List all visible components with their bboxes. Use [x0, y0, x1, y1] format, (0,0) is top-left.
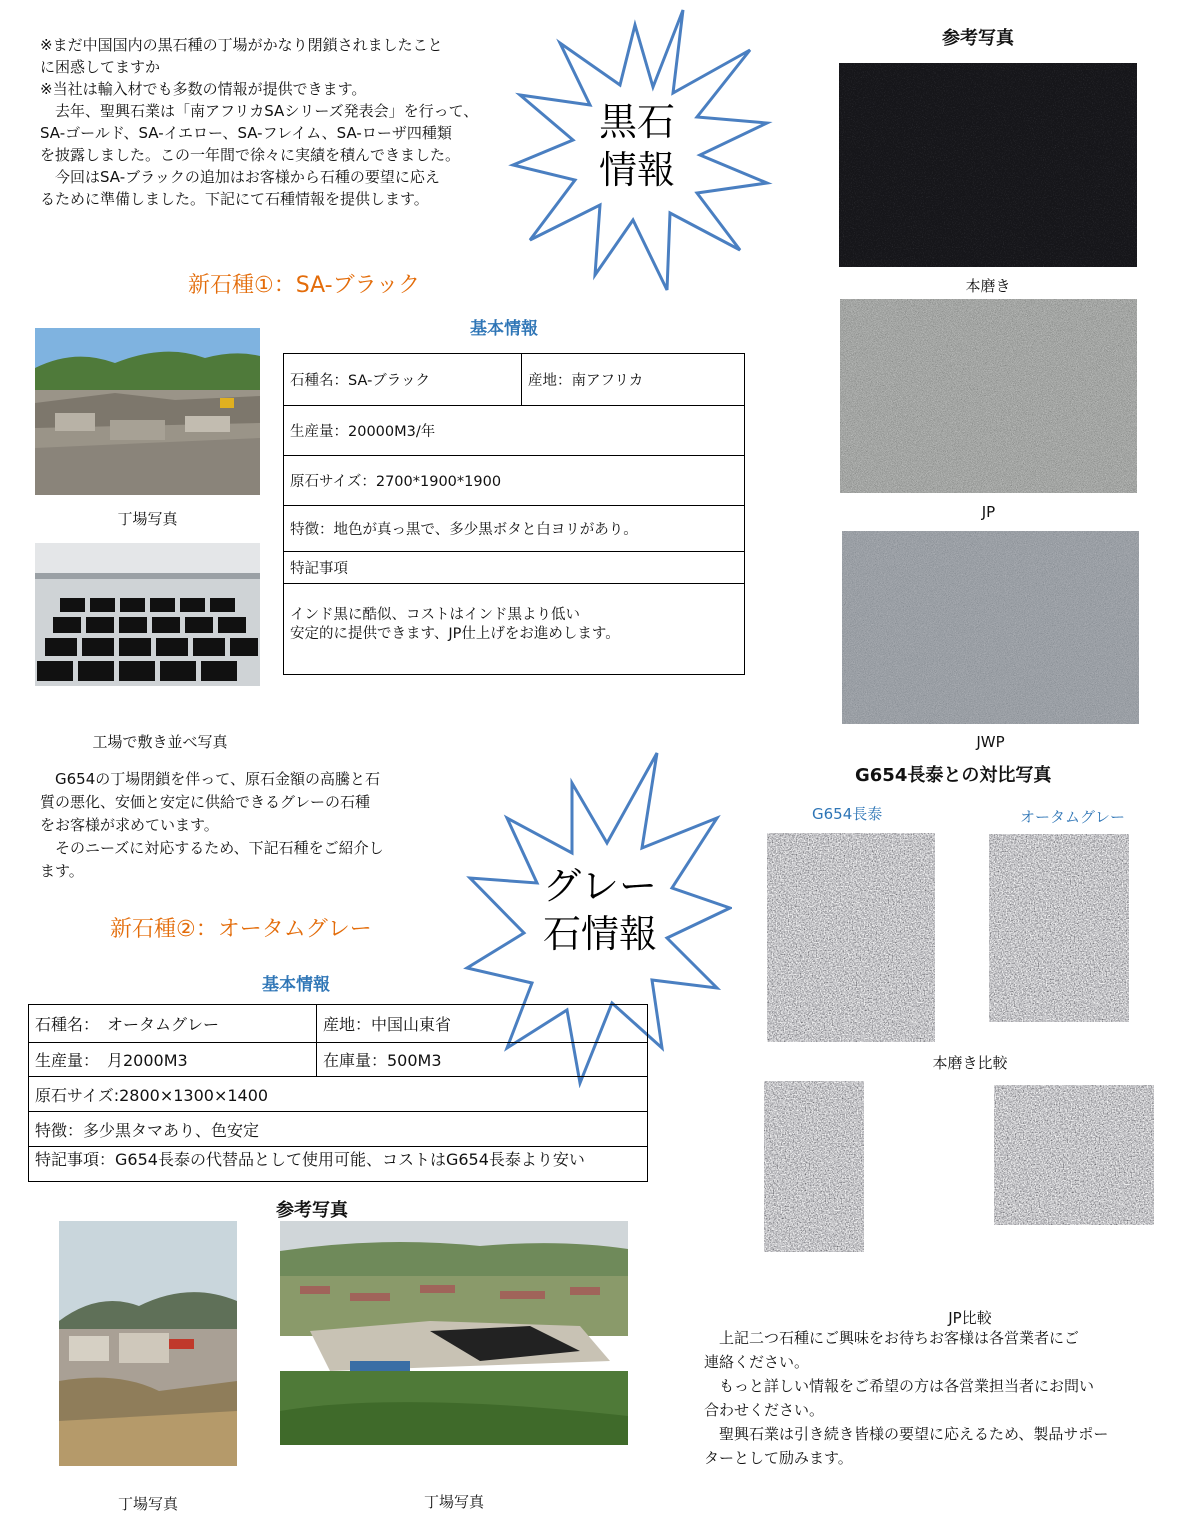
comparison-heading: G654長泰との対比写真 [855, 765, 1052, 786]
jwp-black-sample [842, 531, 1139, 724]
stone-name-cell: 石種名： オータムグレー [29, 1005, 317, 1042]
reference2-heading: 参考写真 [276, 1200, 348, 1221]
feature-cell: 特徴：多少黒タマあり、色安定 [35, 1120, 260, 1140]
g654-jp-sample [764, 1081, 944, 1292]
table-row [29, 1043, 647, 1077]
quarry-photo-left [59, 1221, 237, 1466]
factory-photo [35, 543, 260, 686]
table-row [284, 456, 744, 506]
quarry-right-caption: 丁場写真 [423, 1493, 484, 1511]
quarry-photo [35, 328, 260, 495]
intro-line: ※当社は輸入材でも多数の情報が提供できます。 [40, 80, 367, 98]
g654-polished-sample [767, 833, 935, 1042]
table-row [29, 1005, 647, 1043]
closing-line: ターとして励みます。 [704, 1449, 853, 1467]
starburst-black-label [577, 98, 697, 194]
origin-cell: 産地：中国山東省 [323, 1015, 452, 1034]
polished-black-sample [839, 63, 1137, 267]
gray-intro-paragraph [40, 768, 460, 883]
quarry-caption: 丁場写真 [117, 510, 178, 528]
jp-caption: JP [981, 503, 996, 521]
gray-intro-line: 質の悪化、安価と安定に供給できるグレーの石種 [40, 793, 371, 811]
closing-line: 聖興石業は引き続き皆様の要望に応えるため、製品サポー [704, 1425, 1109, 1443]
gray-intro-line: ます。 [40, 862, 84, 880]
notes-line: インド黒に酷似、コストはインド黒より低い [290, 607, 580, 623]
intro-line: るために準備しました。下記にて石種情報を提供します。 [40, 190, 429, 208]
table-row [29, 1112, 647, 1147]
star-text-line: 情報 [598, 148, 675, 192]
table-row [284, 354, 744, 406]
autumn-gray-jp-sample [994, 1085, 1174, 1295]
table-row [284, 406, 744, 456]
table-row [284, 584, 744, 644]
gray-intro-line: をお客様が求めています。 [40, 816, 219, 834]
table-row [29, 1147, 647, 1170]
polished-comparison-caption: 本磨き比較 [932, 1054, 1008, 1072]
production-cell: 生産量： 月2000M3 [29, 1043, 317, 1076]
section2-title: 新石種②：オータムグレー [110, 917, 372, 942]
jp-black-sample [840, 299, 1137, 493]
stock-cell: 在庫量：500M3 [323, 1051, 442, 1070]
polished-caption: 本磨き [965, 277, 1011, 295]
table-row [29, 1077, 647, 1112]
intro-line: ※まだ中国国内の黒石種の丁場がかなり閉鎖されましたこと [40, 36, 443, 54]
notes-label-cell: 特記事項 [290, 561, 348, 577]
starburst-gray-label [530, 862, 670, 958]
factory-caption: 工場で敷き並べ写真 [92, 733, 228, 751]
closing-line: 連絡ください。 [704, 1353, 810, 1371]
stone-name-cell: 石種名：SA-ブラック [284, 354, 522, 405]
jp-comparison-caption: JP比較 [948, 1309, 992, 1327]
closing-line: もっと詳しい情報をご希望の方は各営業担当者にお問い [704, 1377, 1095, 1395]
reference1-heading: 参考写真 [942, 28, 1014, 49]
closing-line: 上記二つ石種にご興味をお待ちお客様は各営業者にご [704, 1329, 1080, 1347]
gray-intro-line: G654の丁場閉鎖を伴って、原石金額の高騰と石 [40, 770, 380, 788]
quarry-photo-right [280, 1221, 628, 1445]
gray-intro-line: そのニーズに対応するため、下記石種をご紹介し [40, 839, 384, 857]
notes-cell: 特記事項：G654長泰の代替品として使用可能、コストはG654長泰より安い [35, 1150, 585, 1169]
star-text-line: グレー [542, 864, 657, 908]
production-cell: 生産量：20000M3/年 [290, 424, 436, 440]
jwp-caption: JWP [976, 733, 1005, 751]
block-size-cell: 原石サイズ：2700*1900*1900 [290, 474, 502, 490]
notes-line: 安定的に提供できます、JP仕上げをお進めします。 [290, 626, 620, 642]
star-text-line: 黒石 [598, 100, 675, 144]
intro-paragraph [40, 34, 510, 210]
intro-line: 去年、聖興石業は「南アフリカSAシリーズ発表会」を行って、 [40, 102, 479, 120]
closing-line: 合わせください。 [704, 1401, 825, 1419]
origin-cell: 産地：南アフリカ [528, 373, 644, 389]
feature-cell: 特徴：地色が真っ黒で、多少黒ボタと白ヨリがあり。 [290, 522, 638, 538]
block-size-cell: 原石サイズ:2800×1300×1400 [35, 1085, 269, 1105]
table-row [284, 506, 744, 552]
table-row [284, 552, 744, 584]
intro-line: に困惑してますか [40, 58, 161, 76]
section1-info-heading: 基本情報 [470, 319, 538, 339]
notes-cell [284, 584, 744, 644]
closing-paragraph [704, 1326, 1174, 1470]
quarry-left-caption: 丁場写真 [117, 1495, 178, 1513]
section1-title: 新石種①：SA-ブラック [188, 273, 421, 298]
autumn-gray-polished-sample [989, 834, 1169, 1042]
intro-line: 今回はSA-ブラックの追加はお客様から石種の要望に応え [40, 168, 440, 186]
autumn-gray-info-table [28, 1004, 648, 1182]
star-text-line: 石情報 [542, 912, 657, 956]
intro-line: SA-ゴールド、SA-イエロー、SA-フレイム、SA-ローザ四種類 [40, 124, 452, 142]
section2-info-heading: 基本情報 [262, 975, 330, 995]
comparison-left-label: G654長泰 [812, 805, 883, 823]
comparison-right-label: オータムグレー [1020, 808, 1126, 826]
intro-line: を披露しました。この一年間で徐々に実績を積んできました。 [40, 146, 461, 164]
sa-black-info-table [283, 353, 745, 675]
